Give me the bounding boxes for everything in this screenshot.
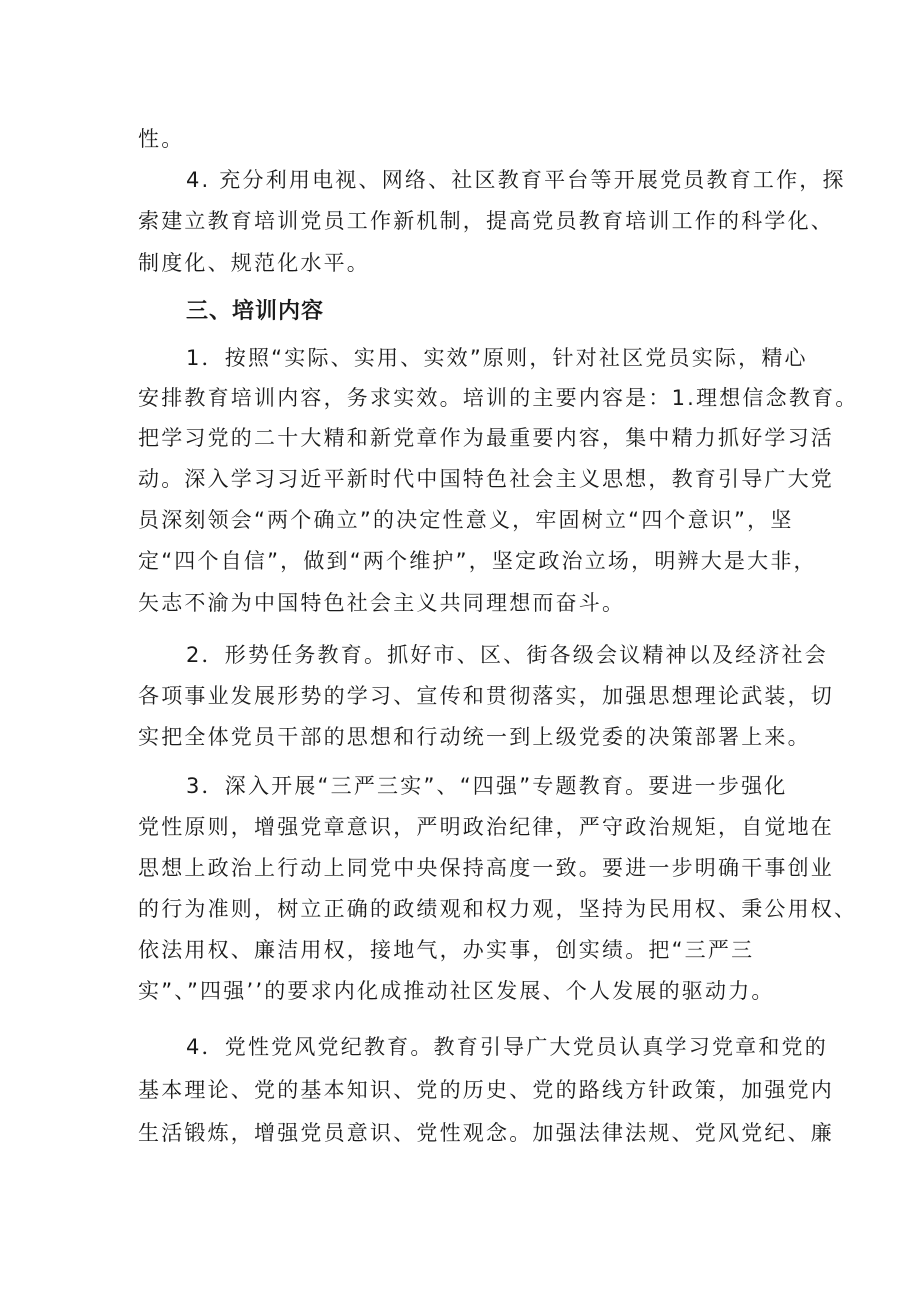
section-heading: 三、培训内容 bbox=[186, 299, 325, 324]
text-line: 1．按照“实际、实用、实效”原则，针对社区党员实际，精心 bbox=[186, 346, 808, 370]
text-line: 思想上政治上行动上同党中央保持高度一致。要进一步明确干事创业 bbox=[138, 856, 834, 880]
text-line: 党性原则，增强党章意识，严明政治纪律，严守政治规矩，自觉地在 bbox=[138, 815, 834, 839]
text-line: 各项事业发展形势的学习、宣传和贯彻落实，加强思想理论武装，切 bbox=[138, 684, 834, 708]
text-line: 动。深入学习习近平新时代中国特色社会主义思想，教育引导广大党 bbox=[138, 467, 834, 491]
text-line: 3．深入开展“三严三实”、“四强”专题教育。要进一步强化 bbox=[186, 774, 788, 798]
text-line: 员深刻领会“两个确立”的决定性意义，牢固树立“四个意识”，坚 bbox=[138, 508, 794, 532]
text-line: 的行为准则，树立正确的政绩观和权力观，坚持为民用权、秉公用权、 bbox=[138, 897, 858, 921]
text-line: 制度化、规范化水平。 bbox=[138, 251, 370, 275]
text-line: 基本理论、党的基本知识、党的历史、党的路线方针政策，加强党内 bbox=[138, 1078, 834, 1102]
text-line: 矢志不渝为中国特色社会主义共同理想而奋斗。 bbox=[138, 591, 626, 615]
text-line: 实”、”四强’’的要求内化成推动社区发展、个人发展的驱动力。 bbox=[138, 979, 775, 1003]
text-line: 安排教育培训内容，务求实效。培训的主要内容是：1.理想信念教育。 bbox=[138, 386, 859, 410]
text-line: 定“四个自信”，做到“两个维护”，坚定政治立场，明辨大是大非， bbox=[138, 549, 817, 573]
text-line: 把学习党的二十大精和新党章作为最重要内容，集中精力抓好学习活 bbox=[138, 426, 834, 450]
text-line: 4. 充分利用电视、网络、社区教育平台等开展党员教育工作，探 bbox=[186, 168, 846, 192]
text-line: 实把全体党员干部的思想和行动统一到上级党委的决策部署上来。 bbox=[138, 725, 811, 749]
text-line: 性。 bbox=[138, 127, 185, 151]
text-line: 生活锻炼，增强党员意识、党性观念。加强法律法规、党风党纪、廉 bbox=[138, 1121, 834, 1145]
text-line: 4．党性党风党纪教育。教育引导广大党员认真学习党章和党的 bbox=[186, 1035, 828, 1059]
text-line: 索建立教育培训党员工作新机制，提高党员教育培训工作的科学化、 bbox=[138, 209, 834, 233]
text-line: 2．形势任务教育。抓好市、区、街各级会议精神以及经济社会 bbox=[186, 643, 828, 667]
text-line: 依法用权、廉洁用权，接地气，办实事，创实绩。把“三严三 bbox=[138, 938, 755, 962]
